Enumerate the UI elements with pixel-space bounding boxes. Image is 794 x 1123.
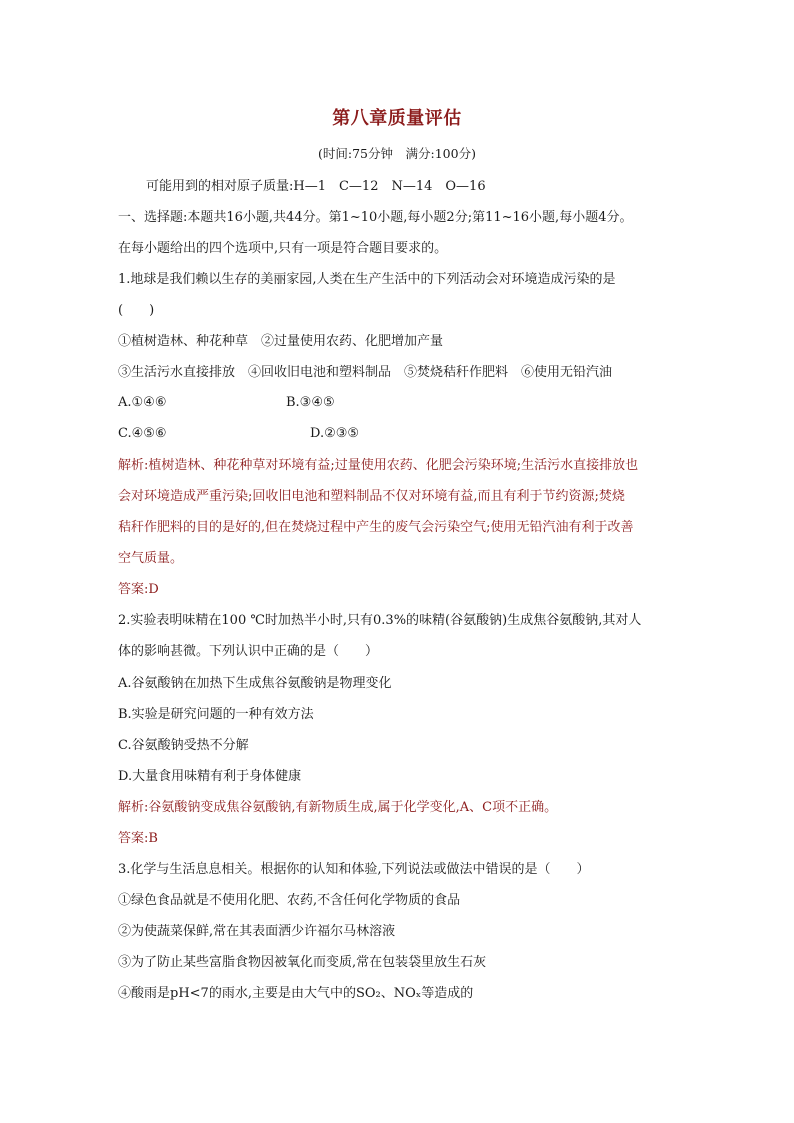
- section-instructions: 在每小题给出的四个选项中,只有一项是符合题目要求的。: [118, 241, 448, 256]
- exam-info: (时间:75分钟 满分:100分): [318, 146, 476, 161]
- q3-stem: 3.化学与生活息息相关。根据你的认知和体验,下列说法或做法中错误的是（ ）: [118, 862, 590, 877]
- q3-item-3: ③为了防止某些富脂食物因被氧化而变质,常在包装袋里放生石灰: [118, 955, 487, 970]
- q1-stem-bracket: ( ): [118, 303, 155, 318]
- page-title: 第八章质量评估: [332, 108, 462, 129]
- section-heading: 一、选择题:本题共16小题,共44分。第1~10小题,每小题2分;第11~16小题,每小题4分。: [118, 210, 633, 225]
- q1-stem: 1.地球是我们赖以生存的美丽家园,人类在生产生活中的下列活动会对环境造成污染的是: [118, 272, 616, 287]
- atomic-masses: 可能用到的相对原子质量:H—1 C—12 N—14 O—16: [146, 179, 486, 194]
- q1-analysis: 秸秆作肥料的目的是好的,但在焚烧过程中产生的废气会污染空气;使用无铅汽油有利于改善: [118, 520, 634, 535]
- q3-item-2: ②为使蔬菜保鲜,常在其表面洒少许福尔马林溶液: [118, 924, 396, 939]
- q1-option-c: C.④⑤⑥: [118, 426, 167, 441]
- q2-stem: 2.实验表明味精在100 ℃时加热半小时,只有0.3%的味精(谷氨酸钠)生成焦谷氨酸钠,其对人: [118, 613, 642, 628]
- q1-analysis: 空气质量。: [118, 551, 184, 566]
- q1-analysis: 解析:植树造林、种花种草对环境有益;过量使用农药、化肥会污染环境;生活污水直接排放也: [118, 458, 639, 473]
- q2-analysis: 解析:谷氨酸钠变成焦谷氨酸钠,有新物质生成,属于化学变化,A、C项不正确。: [118, 800, 558, 815]
- q2-option-d: D.大量食用味精有利于身体健康: [118, 769, 302, 784]
- q2-answer: 答案:B: [118, 831, 158, 846]
- q1-analysis: 会对环境造成严重污染;回收旧电池和塑料制品不仅对环境有益,而且有利于节约资源;焚烧: [118, 489, 625, 504]
- q2-option-a: A.谷氨酸钠在加热下生成焦谷氨酸钠是物理变化: [118, 676, 392, 691]
- q1-option-a: A.①④⑥: [118, 395, 167, 410]
- q1-items: ③生活污水直接排放 ④回收旧电池和塑料制品 ⑤焚烧秸秆作肥料 ⑥使用无铅汽油: [118, 365, 613, 380]
- q2-stem: 体的影响甚微。下列认识中正确的是（ ）: [118, 644, 379, 659]
- q3-item-1: ①绿色食品就是不使用化肥、农药,不含任何化学物质的食品: [118, 893, 461, 908]
- q1-option-d: D.②③⑤: [310, 426, 360, 441]
- q2-option-b: B.实验是研究问题的一种有效方法: [118, 707, 314, 722]
- q2-option-c: C.谷氨酸钠受热不分解: [118, 738, 249, 753]
- q1-answer: 答案:D: [118, 582, 159, 597]
- q1-option-b: B.③④⑤: [286, 395, 335, 410]
- q3-item-4: ④酸雨是pH<7的雨水,主要是由大气中的SO₂、NOₓ等造成的: [118, 986, 474, 1001]
- q1-items: ①植树造林、种花种草 ②过量使用农药、化肥增加产量: [118, 334, 444, 349]
